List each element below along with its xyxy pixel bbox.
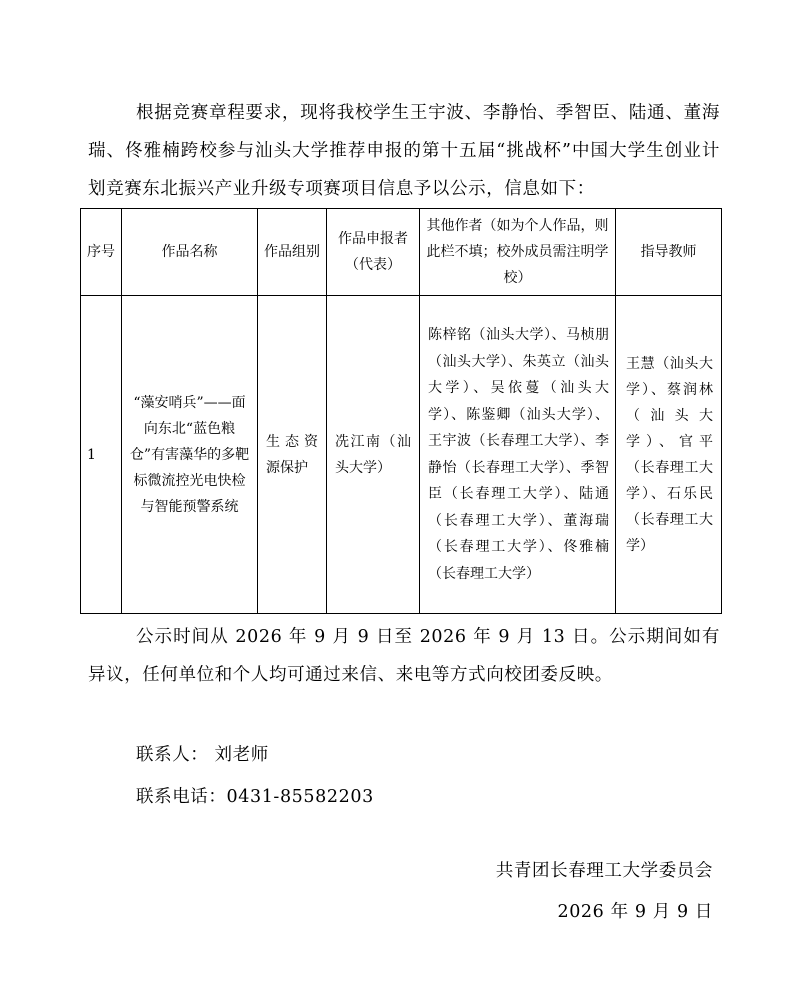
- cell-teacher: 王慧（汕头大学）、蔡润林（汕头大学）、官平（长春理工大学）、石乐民（长春理工大学）: [616, 296, 722, 614]
- contact-person: 联系人： 刘老师: [136, 745, 269, 765]
- cell-category: 生态资源保护: [258, 296, 327, 614]
- header-no: 序号: [81, 209, 122, 296]
- header-title: 作品名称: [122, 209, 258, 296]
- header-leader: 作品申报者（代表）: [327, 209, 420, 296]
- intro-paragraph: 根据竞赛章程要求，现将我校学生王宇波、李静怡、季智臣、陆通、董海瑞、佟雅楠跨校参与汕头大学推荐申报的第十五届“挑战杯”中国大学生创业计划竞赛东北振兴产业升级专项赛项目信息予以公示，信息如下：: [88, 103, 720, 199]
- header-others: 其他作者（如为个人作品，则此栏不填；校外成员需注明学校）: [420, 209, 616, 296]
- header-category: 作品组别: [258, 209, 327, 296]
- cell-no: 1: [81, 296, 122, 614]
- contact-phone: 联系电话：0431-85582203: [136, 787, 374, 807]
- project-info-table: [80, 208, 722, 614]
- cell-title: “藻安哨兵”——面向东北“蓝色粮仓”有害藻华的多靶标微流控光电快检与智能预警系统: [122, 296, 258, 614]
- issue-date: 2026 年 9 月 9 日: [557, 902, 713, 922]
- issuing-organization: 共青团长春理工大学委员会: [495, 861, 713, 881]
- cell-leader: 冼江南（汕头大学）: [327, 296, 420, 614]
- table-row: [81, 296, 722, 614]
- cell-others: 陈梓铭（汕头大学）、马桢朋（汕头大学）、朱英立（汕头大学）、吴依蔓（汕头大学）、陈鉴卿（汕头大学）、王宇波（长春理工大学）、李静怡（长春理工大学）、季智臣（长春理工大学）、陆通（长春理工大学）、董海瑞（长春理工大学）、佟雅楠（长春理工大学）: [420, 296, 616, 614]
- header-teacher: 指导教师: [616, 209, 722, 296]
- notice-paragraph: 公示时间从 2026 年 9 月 9 日至 2026 年 9 月 13 日。公示期间如有异议，任何单位和个人均可通过来信、来电等方式向校团委反映。: [88, 627, 720, 685]
- table-header-row: [81, 209, 722, 296]
